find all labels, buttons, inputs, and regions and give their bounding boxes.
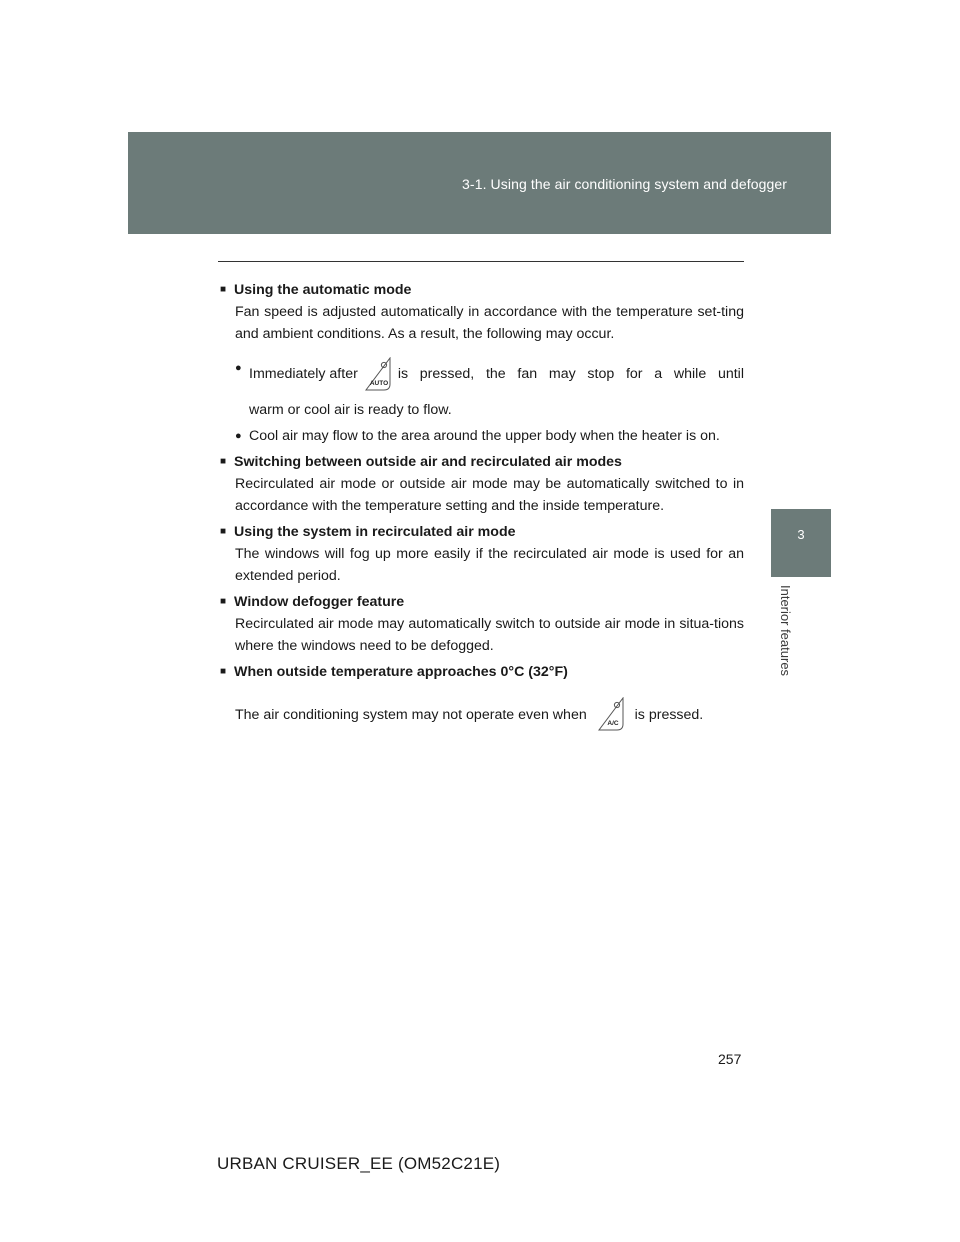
- section-heading-temperature: ■ When outside temperature approaches 0°C (32°F): [218, 661, 744, 683]
- document-code: URBAN CRUISER_EE (OM52C21E): [217, 1154, 501, 1173]
- bullet-item-cool-air: ● Cool air may flow to the area around the upper body when the heater is on.: [235, 425, 744, 447]
- page-number: 257: [718, 1051, 742, 1067]
- section-heading-defogger: ■ Window defogger feature: [218, 591, 744, 613]
- section-text-defogger: Recirculated air mode may automatically switch to outside air mode in situa-tions where the windows need to be defogged.: [235, 616, 744, 654]
- bullet-dot-icon: ●: [235, 362, 242, 374]
- auto-button-icon: [364, 357, 392, 391]
- section-text-auto-mode: Fan speed is adjusted automatically in accordance with the temperature set-ting and ambient conditions. As a result, the following may occur.: [235, 304, 744, 342]
- section-heading-auto-mode: ■ Using the automatic mode: [218, 279, 744, 301]
- chapter-title: 3-1. Using the air conditioning system and defogger: [462, 176, 787, 192]
- square-marker-icon: ■: [220, 284, 227, 295]
- section-heading-recirculated: ■ Using the system in recirculated air mode: [218, 521, 744, 543]
- chapter-number: 3: [797, 527, 805, 542]
- section-heading-switching: ■ Switching between outside air and recirculated air modes: [218, 451, 744, 473]
- ac-button-label: A/C: [607, 720, 619, 727]
- ac-button-icon: [597, 697, 625, 731]
- section-text-temperature: The air conditioning system may not operate even when A/C is pressed.: [235, 697, 744, 731]
- bullet-item-fan-stop: ● Immediately after AUTO is pressed, the fan may stop for a while until warm or cool air is ready to flow.: [235, 357, 744, 421]
- section-text-recirculated: The windows will fog up more easily if the recirculated air mode is used for an extended period.: [235, 546, 744, 584]
- section-divider: [218, 261, 744, 262]
- chapter-side-label: Interior features: [778, 585, 793, 677]
- bullet-dot-icon: ●: [235, 430, 242, 442]
- auto-button-label: AUTO: [369, 380, 388, 387]
- square-marker-icon: ■: [220, 596, 227, 607]
- square-marker-icon: ■: [220, 456, 227, 467]
- chapter-tab: [771, 509, 831, 577]
- section-text-switching: Recirculated air mode or outside air mode may be automatically switched to in accordance with the temperature setting and the inside temperature.: [235, 476, 744, 514]
- square-marker-icon: ■: [220, 666, 227, 677]
- page-content: [218, 276, 744, 735]
- header-band: [128, 132, 831, 234]
- square-marker-icon: ■: [220, 526, 227, 537]
